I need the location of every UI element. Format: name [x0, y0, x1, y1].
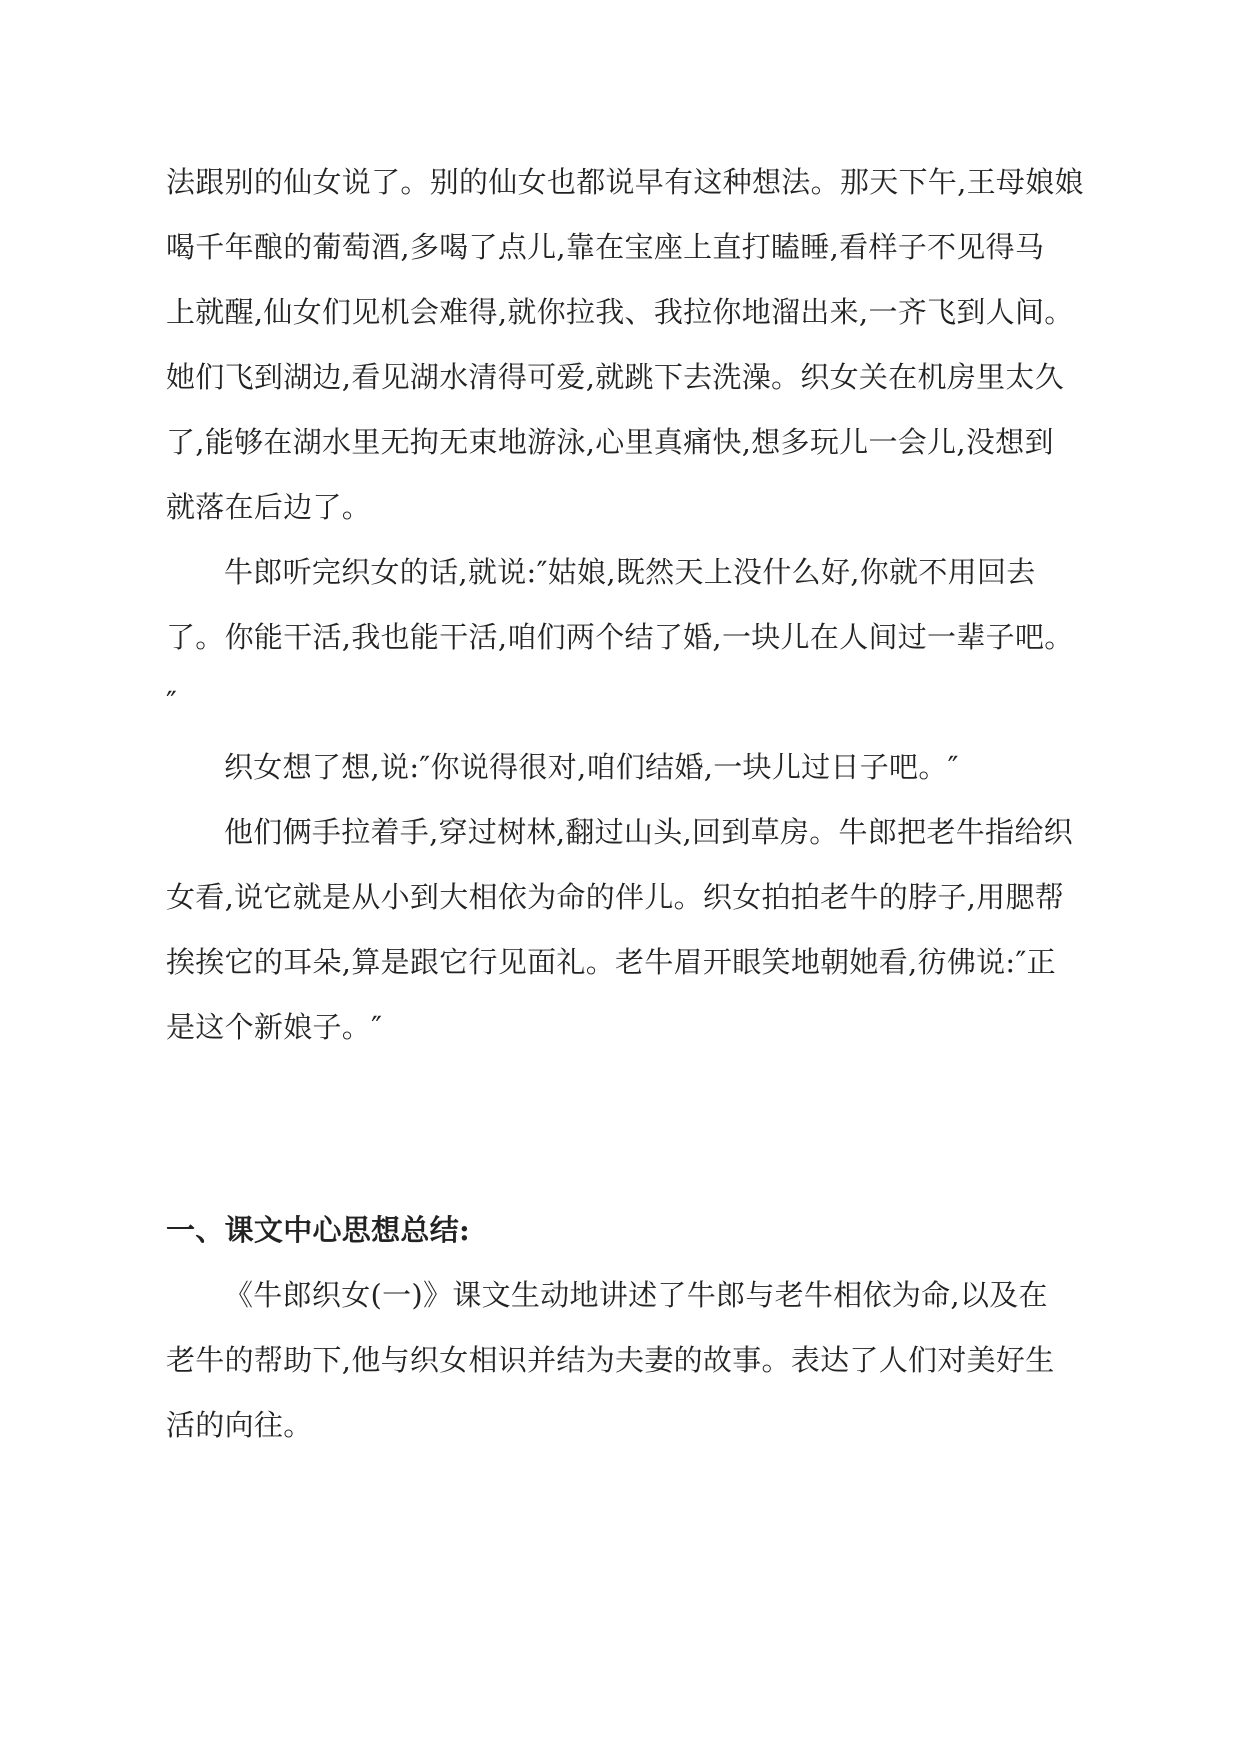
- story-line: 了,能够在湖水里无拘无束地游泳,心里真痛快,想多玩儿一会儿,没想到: [166, 425, 1054, 459]
- story-line: 法跟别的仙女说了。别的仙女也都说早有这种想法。那天下午,王母娘娘: [166, 165, 1084, 199]
- story-line: 了。你能干活,我也能干活,咱们两个结了婚,一块儿在人间过一辈子吧。: [166, 620, 1074, 654]
- story-paragraph-start: 织女想了想,说:″你说得很对,咱们结婚,一块儿过日子吧。″: [224, 750, 959, 784]
- summary-line: 老牛的帮助下,他与织女相识并结为夫妻的故事。表达了人们对美好生: [166, 1343, 1055, 1377]
- story-paragraph-start: 牛郎听完织女的话,就说:″姑娘,既然天上没什么好,你就不用回去: [224, 555, 1036, 589]
- story-line: 她们飞到湖边,看见湖水清得可爱,就跳下去洗澡。织女关在机房里太久: [166, 360, 1065, 394]
- story-line: 女看,说它就是从小到大相依为命的伴儿。织女拍拍老牛的脖子,用腮帮: [166, 880, 1065, 914]
- summary-paragraph-start: 《牛郎织女(一)》课文生动地讲述了牛郎与老牛相依为命,以及在: [224, 1278, 1048, 1312]
- story-line: 喝千年酿的葡萄酒,多喝了点儿,靠在宝座上直打瞌睡,看样子不见得马: [166, 230, 1045, 264]
- summary-line: 活的向往。: [166, 1408, 313, 1442]
- story-line: 是这个新娘子。″: [166, 1010, 383, 1044]
- section-heading: 一、课文中心思想总结:: [166, 1213, 471, 1247]
- story-line: ″: [166, 685, 178, 719]
- story-line: 上就醒,仙女们见机会难得,就你拉我、我拉你地溜出来,一齐飞到人间。: [166, 295, 1074, 329]
- story-line: 就落在后边了。: [166, 490, 372, 524]
- summary-section: [166, 1198, 1078, 1458]
- story-line: 挨挨它的耳朵,算是跟它行见面礼。老牛眉开眼笑地朝她看,彷佛说:″正: [166, 945, 1056, 979]
- story-paragraph-start: 他们俩手拉着手,穿过树林,翻过山头,回到草房。牛郎把老牛指给织: [224, 815, 1073, 849]
- story-text: [166, 150, 1084, 1060]
